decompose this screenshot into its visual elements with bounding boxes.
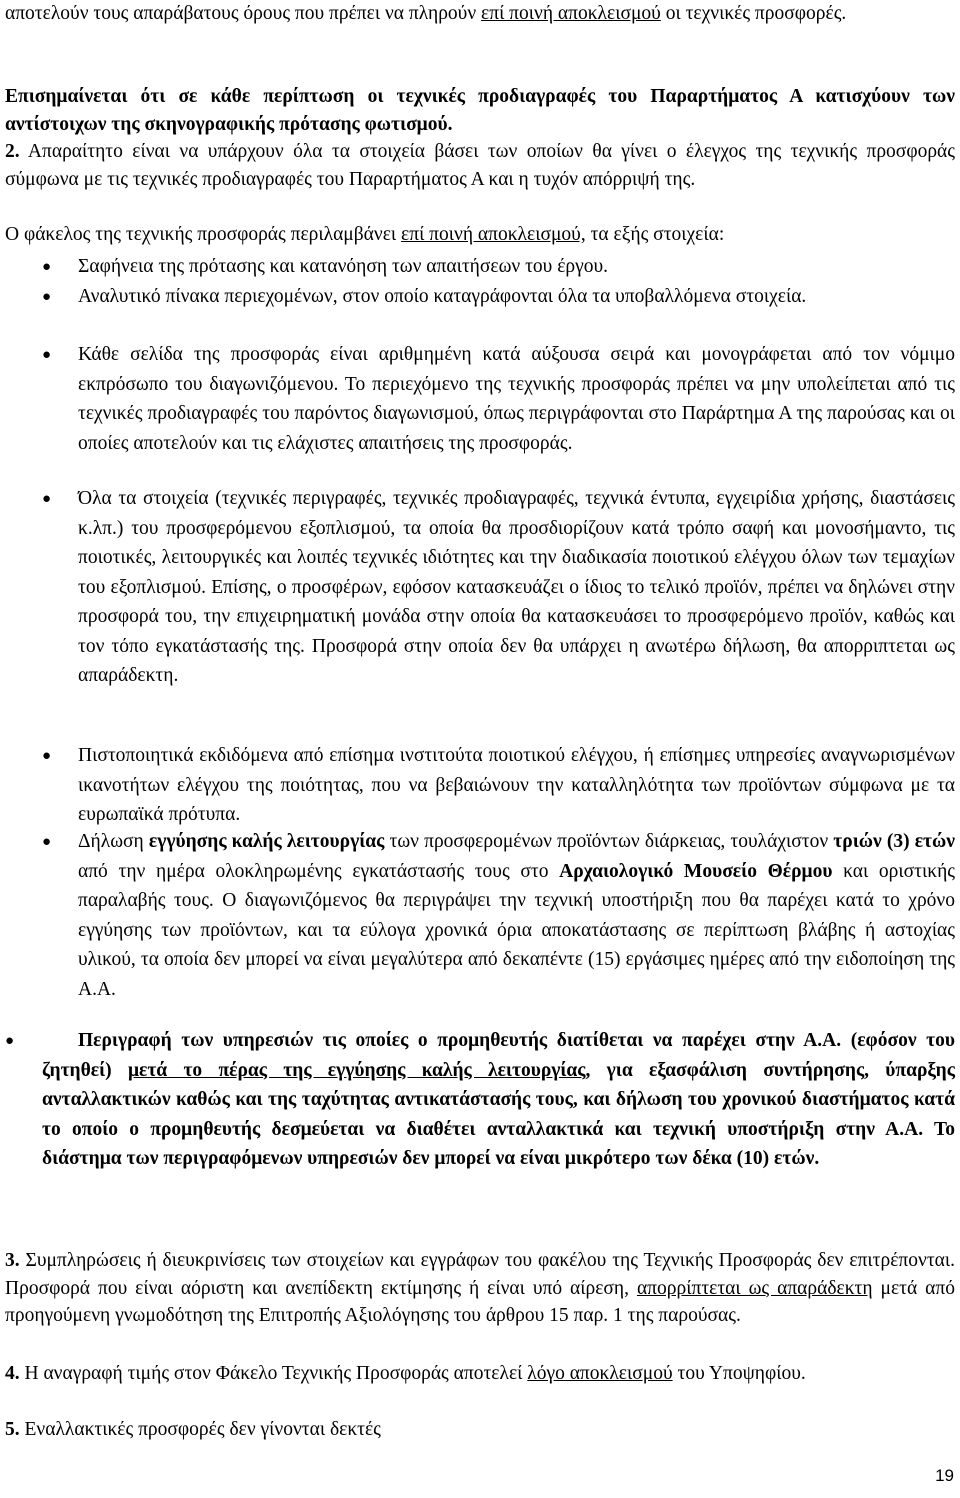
text: Συμπληρώσεις ή διευκρινίσεις των στοιχείων και εγγράφων του φακέλου της Τεχνικής Προσφοράς δεν επιτρέπονται. Προσφορά που είναι αόριστη και ανεπίδεκτη εκτίμησης ή είναι υπό αίρεση,: [5, 1250, 955, 1299]
bold-text: εγγύησης καλής λειτουργίας: [148, 831, 385, 852]
paragraph-5: [5, 1416, 955, 1444]
list-item-text: Πιστοποιητικά εκδιδόμενα από επίσημα ινστιτούτα ποιοτικού ελέγχου, ή επίσημες υπηρεσίες αναγνωρισμένων ικανοτήτων ελέγχου της ποιότητας, που να βεβαιώνουν την καταλληλότητα των προϊόντων σύμφωνα με τα ευρωπαϊκά πρότυπα.: [78, 745, 955, 825]
list-item: [78, 741, 955, 830]
text: του Υποψηφίου.: [672, 1363, 806, 1384]
list-item: [78, 252, 955, 282]
bullet-icon: ●: [42, 834, 52, 850]
text: Δήλωση: [78, 831, 149, 852]
text: αποτελούν τους απαράβατους όρους που πρέπει να πληρούν: [5, 3, 482, 24]
section-number: 4.: [5, 1363, 20, 1384]
bullet-icon: ●: [42, 748, 52, 764]
section-number: 5.: [5, 1419, 20, 1440]
text: των προσφερομένων προϊόντων διάρκειας, τουλάχιστον: [384, 831, 834, 852]
list-item: [78, 282, 955, 312]
paragraph-2: [5, 138, 955, 193]
paragraph-3: [5, 1247, 955, 1330]
paragraph-note: [5, 83, 955, 138]
underlined-text: επί ποινή αποκλεισμού: [481, 3, 661, 24]
bullet-icon: ●: [42, 289, 52, 305]
text: Εναλλακτικές προσφορές δεν γίνονται δεκτές: [19, 1419, 381, 1440]
text: μετά από προηγούμενη γνωμοδότηση της Επιτροπής Αξιολόγησης του άρθρου 15 παρ. 1 της παρούσας.: [5, 1277, 955, 1326]
paragraph-contents-intro: [5, 221, 955, 249]
underlined-text: επί ποινή αποκλεισμού,: [401, 224, 586, 245]
bold-text: Επισημαίνεται ότι σε κάθε περίπτωση οι τεχνικές προδιαγραφές του Παραρτήματος Α κατισχύουν των αντίστοιχων της σκηνογραφικής πρότασης φωτισμού.: [5, 86, 955, 135]
paragraph-4: [5, 1360, 955, 1388]
bullet-icon: ●: [42, 491, 52, 507]
list-item-text: Όλα τα στοιχεία (τεχνικές περιγραφές, τεχνικές προδιαγραφές, τεχνικά έντυπα, εγχειρίδια χρήσης, διαστάσεις κ.λπ.) του προσφερόμενου εξοπλισμού, τα οποία θα προσδιορίζουν κατά τρόπο σαφή και μονοσήμαντο, τις ποιοτικές, λειτουργικές και λοιπές τεχνικές ιδιότητες και την διαδικασία ποιοτικού ελέγχου όλων των τεμαχίων του εξοπλισμού. Επίσης, ο προσφέρων, εφόσον κατασκευάζει ο ίδιος το τελικό προϊόν, πρέπει να δηλώνει στην προσφορά του, την επιχειρηματική μονάδα στην οποία θα κατασκευάσει το προσφερόμενο προϊόν, καθώς και τον τόπο εγκατάστασής της. Προσφορά στην οποία δεν θα υπάρχει η ανωτέρω δήλωση, θα απορριπτεται ως απαράδεκτη.: [78, 488, 955, 686]
text: Απαραίτητο είναι να υπάρχουν όλα τα στοιχεία βάσει των οποίων θα γίνει ο έλεγχος της τεχνικής προσφοράς σύμφωνα με τις τεχνικές προδιαγραφές του Παραρτήματος Α και η τυχόν απόρριψή της.: [5, 141, 955, 190]
paragraph-continuation: [5, 0, 955, 28]
bullet-icon: ●: [42, 347, 52, 363]
list-item: [78, 484, 955, 691]
bold-text: τριών (3) ετών: [833, 831, 955, 852]
page-number: 19: [935, 1466, 954, 1485]
underlined-text: λόγο αποκλεισμού: [527, 1363, 673, 1384]
list-item: [78, 340, 955, 458]
bold-text: , για εξασφάλιση συντήρησης, ύπαρξης ανταλλακτικών καθώς και της ταχύτητας αντικατάστασής τους, και δήλωση του χρονικού διαστήματος κατά το οποίο ο προμηθευτής δεσμεύεται να διαθέτει ανταλλακτικά και τεχνική υποστήριξη στην Α.Α. Το διάστημα των περιγραφόμενων υπηρεσιών δεν μπορεί να είναι μικρότερο των δέκα (10) ετών.: [42, 1059, 955, 1169]
text: Η αναγραφή τιμής στον Φάκελο Τεχνικής Προσφοράς αποτελεί: [19, 1363, 528, 1384]
list-item-text: Σαφήνεια της πρότασης και κατανόηση των απαιτήσεων του έργου.: [78, 256, 609, 277]
bold-text: Αρχαιολογικό Μουσείο Θέρμου: [559, 860, 833, 882]
list-item-text: Κάθε σελίδα της προσφοράς είναι αριθμημένη κατά αύξουσα σειρά και μονογράφεται από τον νόμιμο εκπρόσωπο του διαγωνιζόμενου. Το περιεχόμενο της τεχνικής προσφοράς πρέπει να μην υπολείπεται από τις τεχνικές προδιαγραφές του παρόντος διαγωνισμού, όπως περιγράφονται στο Παράρτημα Α της παρούσας και οι οποίες αποτελούν και τις ελάχιστες απαιτήσεις της προσφοράς.: [78, 344, 955, 454]
underlined-text: απορρίπτεται ως απαράδεκτη: [636, 1277, 873, 1299]
bold-text: Περιγραφή των υπηρεσιών τις οποίες ο προμηθευτής διατίθεται να παρέχει στην Α.Α. (εφόσον του ζητηθεί): [42, 1030, 955, 1081]
bullet-icon: ●: [42, 259, 52, 275]
text: τα εξής στοιχεία:: [585, 224, 725, 245]
text: από την ημέρα ολοκληρωμένης εγκατάστασής τους στο: [78, 860, 560, 882]
section-number: 2.: [5, 141, 20, 162]
section-number: 3.: [5, 1250, 20, 1271]
list-item: [78, 827, 955, 1004]
text: οι τεχνικές προσφορές.: [660, 3, 847, 24]
text: και οριστικής παραλαβής τους. Ο διαγωνιζόμενος θα περιγράψει την τεχνική υποστήριξη που θα παρέχει κατά το χρόνο εγγύησης των προϊόντων, και τα εύλογα χρονικά όρια αποκατάστασης σε περίπτωση βλάβης ή αστοχίας υλικού, τα οποία δεν μπορεί να είναι μεγαλύτερα από δεκαπέντε (15) εργάσιμες ημέρες από την ειδοποίηση της Α.Α.: [78, 860, 955, 1000]
bullet-icon: ●: [5, 1033, 15, 1049]
text: Ο φάκελος της τεχνικής προσφοράς περιλαμβάνει: [5, 224, 402, 245]
underlined-bold-text: μετά το πέρας της εγγύησης καλής λειτουργίας: [127, 1059, 586, 1081]
list-item-bold: [42, 1026, 955, 1174]
list-item-text: Αναλυτικό πίνακα περιεχομένων, στον οποίο καταγράφονται όλα τα υποβαλλόμενα στοιχεία.: [78, 286, 807, 307]
